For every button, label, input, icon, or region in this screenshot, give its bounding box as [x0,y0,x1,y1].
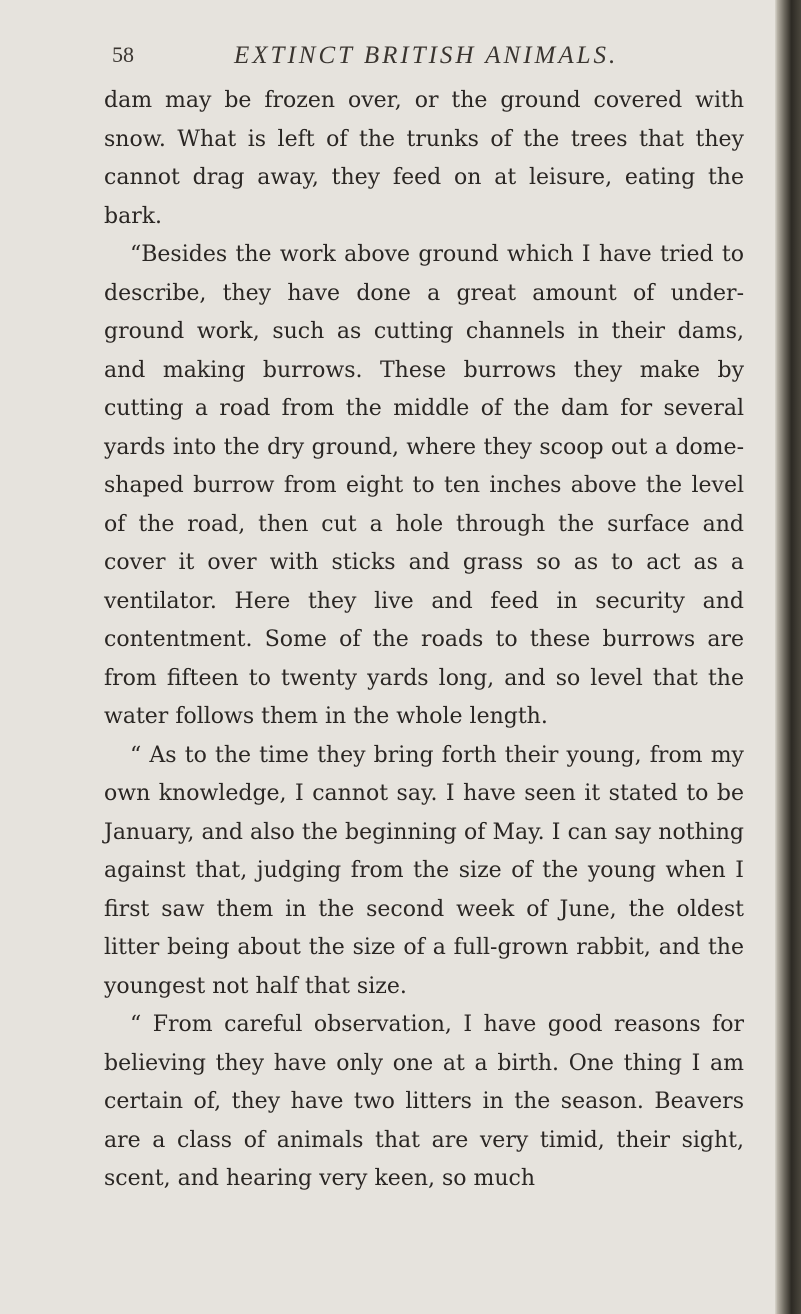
running-title: EXTINCT BRITISH ANIMALS. [234,42,619,69]
book-spine [777,0,801,1314]
running-head [104,38,744,78]
page-number: 58 [112,42,134,67]
paragraph-litters: “ From careful observation, I have good reasons for believing they have only one at a birth. One thing I am certain of, they have two litters in the season. Beavers are a class of animals that are very timid, their sight, scent, and hearing very keen, so much [104,1012,744,1191]
paragraph-continuation: dam may be frozen over, or the ground covered with snow. What is left of the trunks of the trees that they cannot drag away, they feed on at leisure, eating the bark. [104,88,744,229]
paragraph-young: “ As to the time they bring forth their young, from my own knowledge, I cannot say. I have seen it stated to be January, and also the beginning of May. I can say nothing against that, judging from the size of the young when I first saw them in the second week of June, the oldest litter being about the size of a full-grown rabbit, and the youngest not half that size. [104,742,744,999]
paragraph-underground-work: “Besides the work above ground which I have tried to describe, they have done a great amount of under-ground work, such as cutting channels in their dams, and making burrows. These burrows they make by cutting a road from the middle of the dam for several yards into the dry ground, where they scoop out a dome-shaped burrow from eight to ten inches above the level of the road, then cut a hole through the surface and cover it over with sticks and grass so as to act as a ventilator. Here they live and feed in security and contentment. Some of the roads to these burrows are from fifteen to twenty yards long, and so level that the water follows them in the whole length. [104,242,744,729]
body-text [104,82,744,1199]
